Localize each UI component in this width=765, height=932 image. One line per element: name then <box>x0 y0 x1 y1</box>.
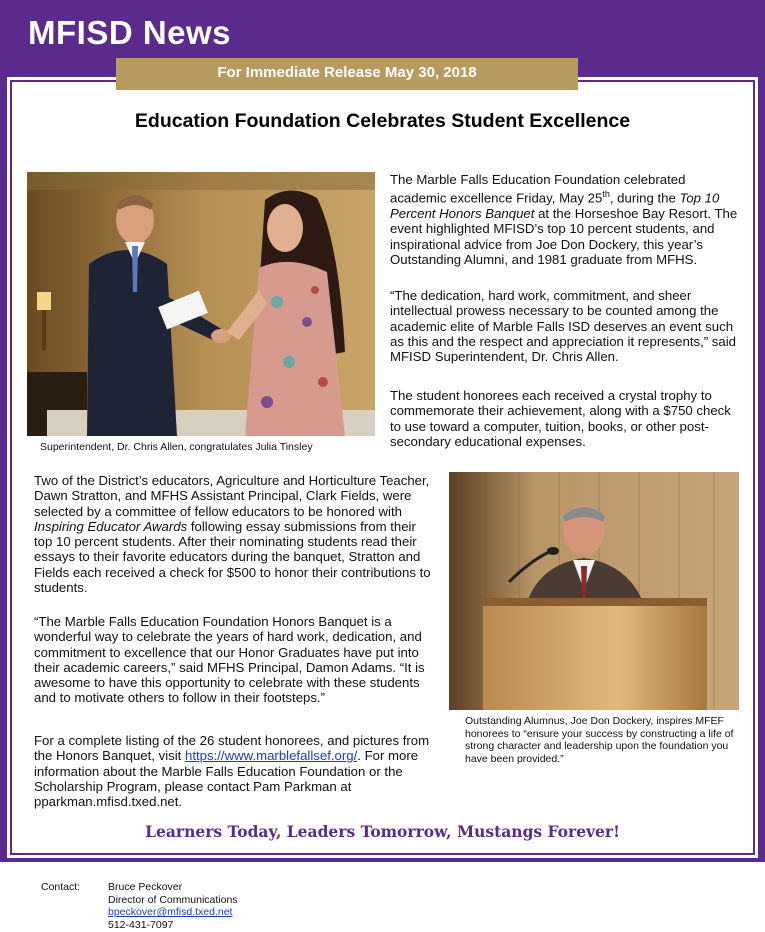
contact-name: Bruce Peckover <box>108 881 183 893</box>
contact-title: Director of Communications <box>108 893 238 906</box>
photo-speaker <box>449 472 739 710</box>
p1-text-b: , during the <box>609 190 680 206</box>
p1-text-a: The Marble Falls Education Foundation celebrated academic excellence Friday, May 25 <box>390 172 686 206</box>
masthead-title: MFISD News <box>28 14 232 51</box>
p4-text-b: following essay submissions from their top 10 percent students. After their nominating students read their essays to their favorite educators during the banquet, Stratton and Fields each received a check for $500 to honor their contributions to students. <box>34 518 431 596</box>
release-date: For Immediate Release May 30, 2018 <box>217 64 477 81</box>
paragraph-4 <box>34 473 434 595</box>
release-date-bar <box>116 58 578 90</box>
paragraph-5: “The Marble Falls Education Foundation Honors Banquet is a wonderful way to celebrate the years of hard work, dedication, and commitment to excellence that our Honor Graduates have put into their academic careers,” said MFHS Principal, Damon Adams. “It is awesome to have this opportunity to celebrate with these students and to motivate others to follow in their footsteps.” <box>34 614 425 706</box>
photo-superintendent <box>27 172 375 436</box>
paragraph-6 <box>34 733 434 809</box>
contact-phone: 512-431-7097 <box>108 918 174 931</box>
paragraph-3: The student honorees each received a crystal trophy to commemorate their achievement, along with a $750 check to use toward a computer, tuition, books, or other post-secondary educational expenses. <box>390 388 731 449</box>
headline: Education Foundation Celebrates Student Excellence <box>134 110 631 132</box>
district-motto: Learners Today, Leaders Tomorrow, Mustangs Forever! <box>145 822 620 841</box>
p1-text-c: at the Horseshoe Bay Resort. The event highlighted MFISD’s top 10 percent students, and inspirational advice from Joe Don Dockery, this year’s Outstanding Alumni, and 1981 graduate from MFHS. <box>390 205 738 267</box>
p4-text-a: Two of the District’s educators, Agriculture and Horticulture Teacher, Dawn Stratton, and MFHS Assistant Principal, Clark Fields, were selected by a committee of fellow educators to be honored with <box>34 473 430 519</box>
contact-email-link[interactable]: bpeckover@mfisd.txed.net <box>108 906 233 918</box>
banquet-name: Top 10 Percent Honors Banquet <box>390 190 720 221</box>
p6-text-a: For a complete listing of the 26 student honorees, and pictures from the Honors Banquet, visit <box>34 733 430 764</box>
photo1-caption: Superintendent, Dr. Chris Allen, congratulates Julia Tinsley <box>40 441 313 453</box>
photo2-caption: Outstanding Alumnus, Joe Don Dockery, inspires MFEF honorees to “ensure your success by constructing a life of strong character and leadership upon the foundation you have been provided.” <box>465 715 734 765</box>
foundation-website-link[interactable]: https://www.marblefallsef.org/ <box>185 748 358 764</box>
paragraph-2: “The dedication, hard work, commitment, and sheer intellectual prowess necessary to be counted among the academic elite of Marble Falls ISD deserves an event such as this and the respect and appreciation it represents,” said MFISD Superintendent, Dr. Chris Allen. <box>390 288 737 365</box>
p1-superscript: th <box>602 189 610 200</box>
contact-label: Contact: <box>41 881 81 893</box>
award-name: Inspiring Educator Awards <box>34 518 188 534</box>
p6-text-b: . For more information about the Marble Falls Education Foundation or the Scholarship Program, please contact Pam Parkman at pparkman.mfisd.txed.net. <box>34 748 419 810</box>
contact-info <box>108 881 238 931</box>
paragraph-1 <box>390 172 742 267</box>
